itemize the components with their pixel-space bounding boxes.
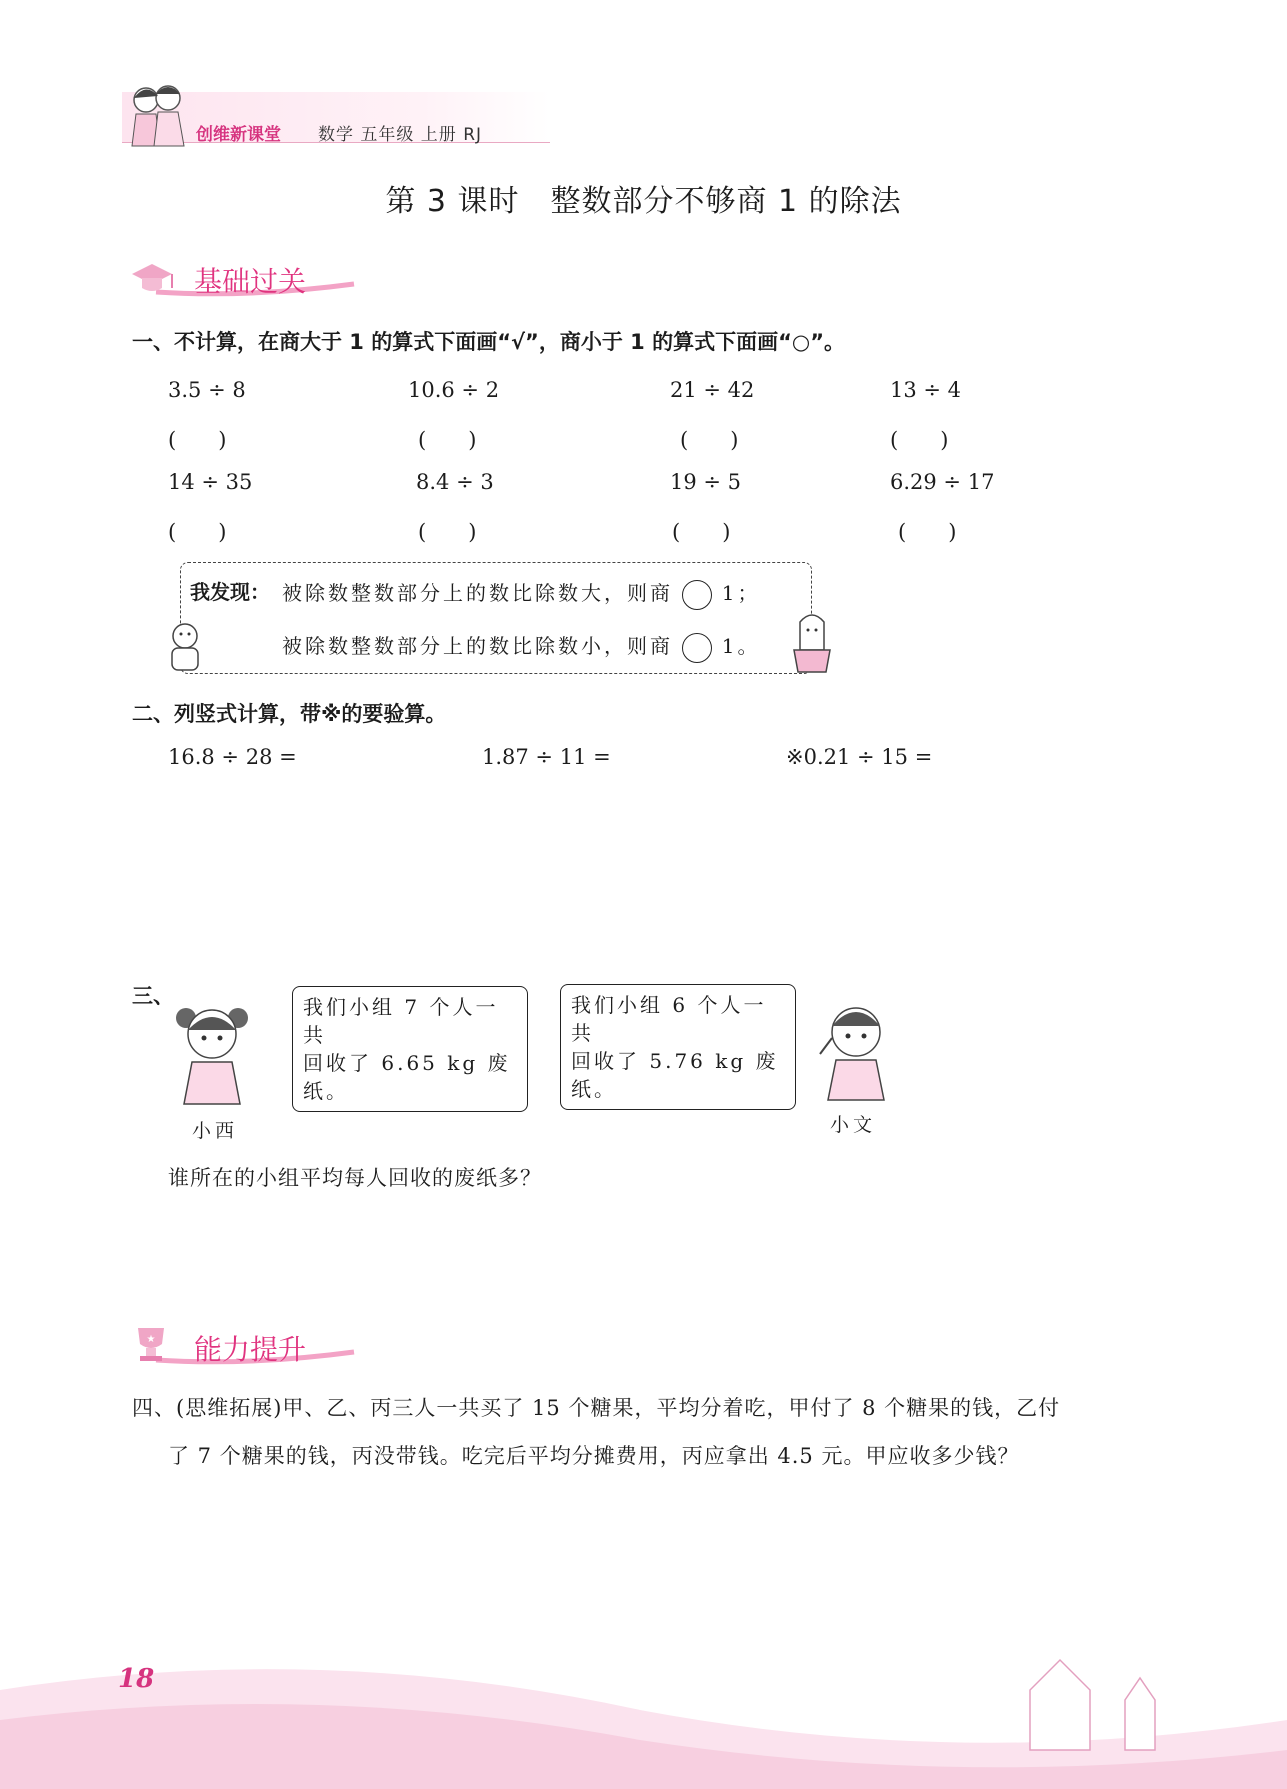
discovery-line-1-text: 被除数整数部分上的数比除数大，则商 (282, 581, 673, 605)
expression-2-4: 6.29 ÷ 17 (890, 470, 995, 494)
page-number: 18 (118, 1664, 155, 1694)
discovery-line-2-text: 被除数整数部分上的数比除数小，则商 (282, 634, 673, 658)
name-xiaoxi: 小西 (192, 1120, 239, 1142)
answer-blank-2-3[interactable]: ( ) (672, 520, 731, 544)
svg-text:★: ★ (146, 1334, 156, 1345)
discovery-line-2 (282, 630, 760, 663)
expression-1-3: 21 ÷ 42 (670, 378, 755, 402)
cactus-icon (782, 604, 842, 676)
comparison-circle-1[interactable] (682, 580, 712, 610)
speech-bubble-left (292, 986, 528, 1112)
book-info: 数学 五年级 上册 RJ (318, 125, 483, 145)
girl-xiaoxi-icon (170, 1000, 254, 1106)
discovery-label: 我发现： (190, 580, 270, 604)
question-1-prompt: 一、不计算，在商大于 1 的算式下面画“√”，商小于 1 的算式下面画“○”。 (132, 330, 846, 354)
question-4-line-2: 了 7 个糖果的钱，丙没带钱。吃完后平均分摊费用，丙应拿出 4.5 元。甲应收多少钱？ (168, 1444, 1020, 1468)
answer-blank-1-1[interactable]: ( ) (168, 428, 227, 452)
answer-blank-2-1[interactable]: ( ) (168, 520, 227, 544)
expression-2-3: 19 ÷ 5 (670, 470, 742, 494)
answer-blank-2-2[interactable]: ( ) (418, 520, 477, 544)
speech-right-line-1: 我们小组 6 个人一共 (571, 993, 767, 1045)
calc-item-3: ※0.21 ÷ 15 = (786, 745, 933, 769)
question-3-label: 三、 (132, 984, 174, 1008)
expression-2-1: 14 ÷ 35 (168, 470, 253, 494)
discovery-line-1-end: 1； (721, 581, 761, 605)
footer-wave-decoration (0, 1600, 1287, 1789)
section-title-advanced: 能力提升 (194, 1333, 307, 1366)
answer-blank-1-2[interactable]: ( ) (418, 428, 477, 452)
answer-blank-2-4[interactable]: ( ) (898, 520, 957, 544)
snowman-icon (160, 620, 210, 676)
comparison-circle-2[interactable] (682, 633, 712, 663)
name-xiaowen: 小文 (830, 1114, 877, 1136)
speech-right-line-2: 回收了 5.76 kg 废纸。 (571, 1049, 779, 1101)
brand-name: 创维新课堂 (196, 125, 281, 145)
section-title-basic: 基础过关 (194, 265, 307, 298)
answer-blank-1-4[interactable]: ( ) (890, 428, 949, 452)
question-4-line-1: 四、(思维拓展)甲、乙、丙三人一共买了 15 个糖果，平均分着吃，甲付了 8 个糖果的钱，乙付 (132, 1396, 1061, 1420)
expression-1-4: 13 ÷ 4 (890, 378, 962, 402)
expression-2-2: 8.4 ÷ 3 (416, 470, 494, 494)
lesson-title: 第 3 课时 整数部分不够商 1 的除法 (385, 184, 902, 219)
speech-bubble-right (560, 984, 796, 1110)
discovery-line-1 (282, 577, 760, 610)
calc-item-1: 16.8 ÷ 28 = (168, 745, 297, 769)
speech-left-line-2: 回收了 6.65 kg 废纸。 (303, 1051, 511, 1103)
question-2-prompt: 二、列竖式计算，带※的要验算。 (132, 702, 447, 726)
answer-blank-1-3[interactable]: ( ) (680, 428, 739, 452)
question-3-text: 谁所在的小组平均每人回收的废纸多？ (168, 1166, 542, 1190)
boy-xiaowen-icon (810, 998, 900, 1102)
expression-1-1: 3.5 ÷ 8 (168, 378, 246, 402)
expression-1-2: 10.6 ÷ 2 (408, 378, 500, 402)
speech-left-line-1: 我们小组 7 个人一共 (303, 995, 499, 1047)
girls-illustration-icon (126, 80, 192, 152)
calc-item-2: 1.87 ÷ 11 = (482, 745, 611, 769)
discovery-line-2-end: 1。 (721, 634, 761, 658)
